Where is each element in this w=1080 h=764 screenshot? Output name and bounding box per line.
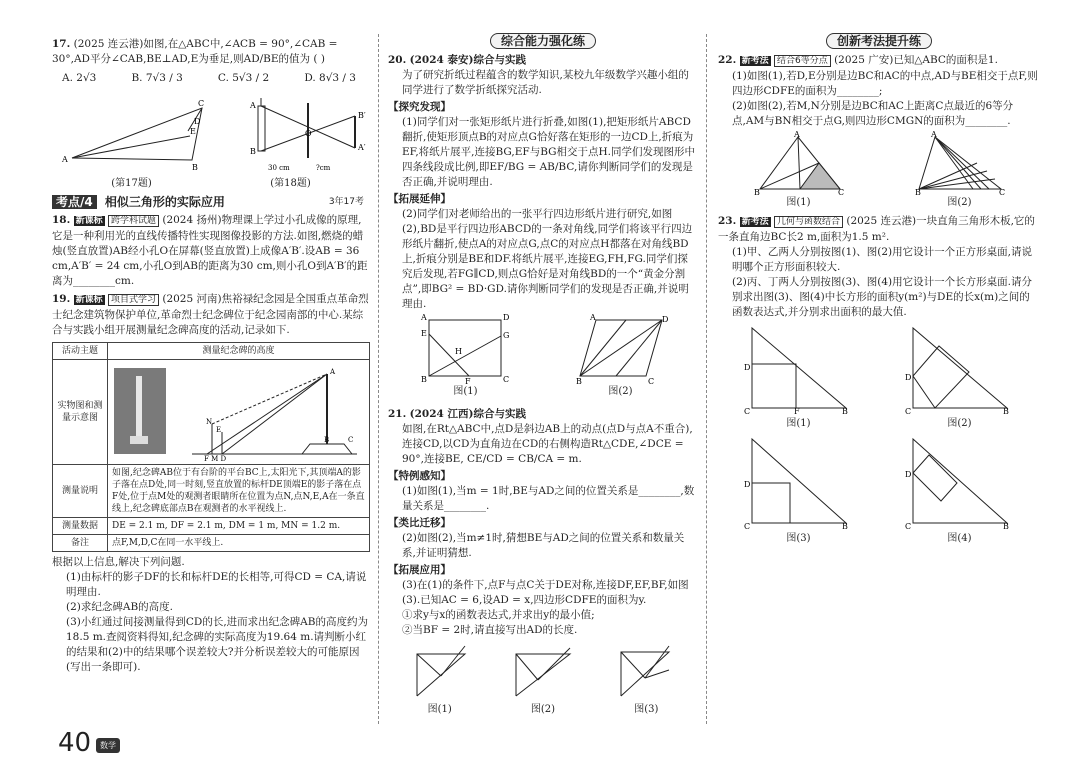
q21-s3-text: (3)在(1)的条件下,点F与点C关于DE对称,连接DF,EF,BF,如图(3).已知AC = 6,设AD = x,四边形CDFE的面积为y.	[402, 579, 689, 606]
q17-number: 17.	[52, 38, 71, 50]
q17-option-d: D. 8√3 / 3	[304, 72, 356, 84]
q23-figures-row2	[718, 435, 1040, 531]
fig18-caption: (第18题)	[270, 178, 311, 189]
figures-17-18	[52, 88, 370, 176]
fig18-left-distance: 30 cm	[268, 164, 290, 172]
q23-part1: (1)甲、乙两人分别按图(1)、图(2)用它设计一个正方形桌面,请说明哪个正方形面积较大.	[732, 246, 1032, 273]
subject-badge: 数学	[96, 738, 120, 753]
q21-figures	[388, 640, 698, 702]
q17-option-c: C. 5√3 / 2	[217, 72, 270, 84]
svg-text:B: B	[575, 377, 582, 386]
q23-captions-row1	[718, 416, 1040, 431]
divider-2	[706, 34, 707, 724]
svg-text:F: F	[793, 407, 800, 416]
q17-options	[52, 67, 370, 88]
q23-figure-4	[905, 435, 1015, 531]
svg-text:N: N	[206, 418, 213, 426]
svg-text:B: B	[192, 163, 198, 172]
section-header-label: 综合能力强化练	[490, 33, 596, 49]
section-header-innovative	[718, 34, 1040, 49]
table-h1: 活动主题	[53, 343, 108, 360]
q19-part1: (1)由标杆的影子DF的长和标杆DE的长相等,可得CD = CA,请说明理由.	[66, 571, 367, 598]
q21-figure-3	[611, 640, 681, 702]
q19-part2: (2)求纪念碑AB的高度.	[66, 601, 174, 613]
section-header-comprehensive	[388, 34, 698, 49]
q21-caption-1: 图(1)	[427, 704, 452, 715]
q20-caption-2: 图(2)	[608, 386, 633, 397]
question-21	[388, 407, 698, 422]
question-22	[718, 53, 1040, 69]
q22-number: 22.	[718, 54, 737, 66]
q20-figure-2	[576, 314, 666, 384]
q17-option-a: A. 2√3	[62, 72, 97, 84]
page-number: 40	[58, 728, 92, 758]
monument-figure	[112, 362, 362, 462]
q22-caption-1: 图(1)	[786, 197, 811, 208]
table-r3-label: 测量数据	[53, 518, 108, 535]
q23-captions-row2	[718, 531, 1040, 546]
topic-heading	[52, 195, 370, 210]
q21-figure-2	[508, 640, 578, 702]
q20-figures	[388, 314, 698, 384]
q21-s2-text: (2)如图(2),当m≠1时,猜想BE与AD之间的位置关系和数量关系,并证明猜想.	[402, 532, 685, 559]
q23-text: (2025 连云港)一块直角三角形木板,它的一条直角边BC长2 m,面积为1.5 m².	[718, 215, 1035, 243]
table-r4-label: 备注	[53, 535, 108, 552]
topic-frequency: 3年17考	[328, 197, 364, 207]
figure-18-pinhole	[250, 88, 370, 176]
svg-text:A: A	[793, 130, 800, 139]
svg-text:D: D	[743, 480, 750, 489]
q23-figure-2	[905, 324, 1015, 416]
svg-text:F M D: F M D	[204, 455, 227, 463]
q21-intro: 如图,在Rt△ABC中,点D是斜边AB上的动点(点D与点A不重合),连接CD,以CD为直角边在CD的右侧构造Rt△CDE,∠DCE = 90°,连接BE, CE/CD = CB/CA = m.	[402, 423, 693, 465]
svg-text:O: O	[305, 129, 312, 138]
svg-text:F: F	[464, 377, 471, 386]
q21-s3-part-a: ①求y与x的函数表达式,并求出y的最小值;	[402, 609, 595, 621]
q23-part2: (2)丙、丁两人分别按图(3)、图(4)用它设计一个长方形桌面.请分别求出图(3)、图(4)中长方形的面积y(m²)与DE的长x(m)之间的函数表达式,并分别求出面积的最大值.	[732, 276, 1032, 318]
svg-text:A: A	[330, 368, 336, 376]
q22-figure-1	[753, 130, 844, 197]
question-19	[52, 292, 370, 338]
svg-text:D: D	[904, 373, 911, 382]
table-r3-value: DE = 2.1 m, DF = 2.1 m, DM = 1 m, MN = 1.2 m.	[108, 518, 370, 535]
svg-text:G: G	[502, 331, 509, 340]
q19-text: (2025 河南)焦裕禄纪念园是全国重点革命烈士纪念建筑物保护单位,革命烈士纪念碑位于纪念园南部的中心.某综合与实践小组开展测量纪念碑高度的活动,记录如下.	[52, 293, 369, 336]
q23-tag: 新考法	[741, 217, 769, 227]
q21-number: 21.	[388, 408, 407, 420]
q22-caption-2: 图(2)	[947, 197, 972, 208]
q22-tag: 新考法	[741, 56, 769, 66]
svg-text:E: E	[190, 127, 196, 136]
column-left	[52, 34, 370, 675]
svg-text:C: C	[198, 99, 205, 108]
column-right	[718, 34, 1040, 546]
section-header-label-2: 创新考法提升练	[826, 33, 932, 49]
q22-part2: (2)如图(2),若M,N分别是边BC和AC上距离C点最近的6等分点,AM与BN相交于点G,则四边形CMGN的面积为________.	[732, 100, 1014, 127]
q20-s1-text: (1)同学们对一张矩形纸片进行折叠,如图(1),把矩形纸片ABCD翻折,使矩形顶点B的对应点G恰好落在矩形的一边CD上,折痕为EF,将纸片展平,连接BG,EF与BG相交于点H.同学们发现图形中四条线段成比例,即EF/BG = AB/BC,请你判断同学们的发现是否正确,并说明理由.	[402, 116, 695, 188]
fig-captions-17-18	[52, 176, 370, 191]
svg-text:C: C	[647, 377, 654, 386]
q19-after: 根据以上信息,解决下列问题.	[52, 556, 185, 568]
q20-s1-heading: 【探究发现】	[388, 101, 451, 113]
table-r2-value: 如图,纪念碑AB位于有台阶的平台BC上,太阳光下,其顶端A的影子落在点D处,同一时刻,竖直放置的标杆DE顶端E的影子落在点F处,位于点M处的观测者眼睛所在位置为点N,点N,E,A在一条直线上,纪念碑底部点B在观测者的水平视线上.	[108, 465, 370, 518]
q22-text: (2025 广安)已知△ABC的面积是1.	[834, 54, 998, 66]
svg-text:B: B	[841, 522, 848, 531]
svg-text:B: B	[841, 407, 848, 416]
svg-text:A′: A′	[358, 143, 366, 152]
q20-intro: 为了研究折纸过程蕴含的数学知识,某校九年级数学兴趣小组的同学进行了数学折纸探究活动.	[402, 69, 689, 96]
svg-text:B: B	[914, 188, 921, 197]
q23-figure-3	[744, 435, 854, 531]
svg-text:C: C	[743, 522, 750, 531]
svg-text:A: A	[62, 155, 68, 164]
q21-title: (2024 江西)综合与实践	[409, 408, 526, 420]
q22-part1: (1)如图(1),若D,E分别是边BC和AC的中点,AD与BE相交于点F,则四边形CDFE的面积为________;	[732, 70, 1038, 97]
q17-answer-paren: ( )	[313, 53, 325, 65]
q23-number: 23.	[718, 215, 737, 227]
q17-option-b: B. 7√3 / 3	[131, 72, 183, 84]
svg-text:B: B	[324, 436, 330, 444]
divider-1	[378, 34, 379, 724]
q18-text: (2024 扬州)物理课上学过小孔成像的原理,它是一种利用光的直线传播特性实现图像投影的方法.如图,燃烧的蜡烛(竖直放置)AB经小孔O在屏幕(竖直放置)上成像A′B′.设AB = 36 cm,A′B′ = 24 cm,小孔O到AB的距离为30 cm,则小孔O到A′B′的距离为________cm.	[52, 214, 368, 287]
q22-figures	[718, 130, 1040, 197]
q20-title: (2024 泰安)综合与实践	[409, 54, 526, 66]
q20-caption-1: 图(1)	[453, 386, 478, 397]
q21-s2-heading: 【类比迁移】	[388, 517, 451, 529]
figure-17-triangle	[52, 88, 205, 176]
q23-caption-3: 图(3)	[786, 533, 811, 544]
table-r4-value: 点F,M,D,C在同一水平线上.	[108, 535, 370, 552]
svg-text:E: E	[216, 426, 222, 434]
q23-figures-row1	[718, 324, 1040, 416]
q18-tag: 新课标	[75, 216, 103, 226]
topic-box: 考点/4	[52, 195, 97, 209]
svg-text:B: B	[250, 147, 256, 156]
svg-text:C: C	[904, 407, 911, 416]
q19-tag2: 项目式学习	[108, 294, 159, 306]
q23-caption-2: 图(2)	[947, 418, 972, 429]
svg-text:B: B	[1002, 407, 1009, 416]
q21-figure-1	[405, 640, 475, 702]
q22-captions	[718, 195, 1040, 210]
q21-caption-2: 图(2)	[530, 704, 556, 715]
svg-text:C: C	[904, 522, 911, 531]
q19-tag: 新课标	[75, 295, 103, 305]
svg-text:C: C	[837, 188, 844, 197]
svg-text:A: A	[250, 101, 256, 110]
fig17-caption: (第17题)	[111, 178, 152, 189]
svg-text:D: D	[194, 117, 201, 126]
q22-figure-2	[914, 130, 1005, 197]
q17-text: (2025 连云港)如图,在△ABC中,∠ACB = 90°,∠CAB = 30°,AD平分∠CAB,BE⊥AD,E为垂足,则AD/BE的值为	[52, 38, 338, 65]
question-17	[52, 37, 370, 67]
q22-tag2: 结合6等分点	[774, 55, 831, 67]
q21-captions	[388, 702, 698, 717]
svg-text:A: A	[420, 313, 427, 322]
q19-part3: (3)小红通过间接测量得到CD的长,进而求出纪念碑AB的高度约为18.5 m.查阅资料得知,纪念碑的实际高度为19.64 m.请判断小红的结果和(2)中的结果哪个误差较大?并分析误差较大的可能原因(写出一条即可).	[66, 616, 368, 673]
svg-text:B′: B′	[358, 111, 366, 120]
svg-text:C: C	[348, 436, 354, 444]
q18-number: 18.	[52, 214, 71, 226]
table-h2: 测量纪念碑的高度	[108, 343, 370, 360]
column-middle	[388, 34, 698, 717]
svg-text:D: D	[661, 315, 668, 324]
question-20	[388, 53, 698, 68]
fig18-right-distance: ?cm	[316, 164, 331, 172]
svg-text:E: E	[420, 329, 427, 338]
q21-s1-text: (1)如图(1),当m = 1时,BE与AD之间的位置关系是________,数量关系是________.	[402, 485, 695, 512]
q20-number: 20.	[388, 54, 407, 66]
q21-s3-part-b: ②当BF = 2时,请直接写出AD的长度.	[402, 624, 578, 636]
svg-text:C: C	[502, 375, 509, 384]
table-figure-cell	[108, 360, 370, 465]
q21-s3-heading: 【拓展应用】	[388, 564, 451, 576]
q18-tag2: 跨学科试题	[108, 215, 159, 227]
q21-s1-heading: 【特例感知】	[388, 470, 451, 482]
q23-caption-4: 图(4)	[947, 533, 972, 544]
measurement-table	[52, 342, 370, 552]
svg-text:C: C	[743, 407, 750, 416]
svg-text:C: C	[998, 188, 1005, 197]
question-23	[718, 214, 1040, 245]
table-r1-label: 实物图和测量示意图	[53, 360, 108, 465]
q19-number: 19.	[52, 293, 71, 305]
q20-captions	[388, 384, 698, 399]
q23-caption-1: 图(1)	[786, 418, 811, 429]
svg-text:D: D	[743, 363, 750, 372]
q20-figure-1	[421, 314, 511, 384]
svg-text:B: B	[420, 375, 427, 384]
q20-s2-text: (2)同学们对老师给出的一张平行四边形纸片进行研究,如图(2),BD是平行四边形ABCD的一条对角线,同学们将该平行四边形纸片翻折,使点A的对应点G,点C的对应点H都落在对角线BD上,折痕分别是BE和DF.将纸片展平,连接EG,FH,FG.同学们探究后发现,若FG∥CD,则点G恰好是对角线BD的一个“黄金分割点”,即BG² = BD·GD.请你判断同学们的发现是否正确,并说明理由.	[402, 208, 693, 310]
q21-caption-3: 图(3)	[634, 704, 659, 715]
topic-title: 相似三角形的实际应用	[104, 195, 225, 209]
svg-text:A: A	[930, 130, 937, 139]
table-r2-label: 测量说明	[53, 465, 108, 518]
q23-figure-1	[744, 324, 854, 416]
svg-text:H: H	[454, 347, 462, 356]
svg-text:D: D	[904, 470, 911, 479]
question-18	[52, 213, 370, 289]
q20-s2-heading: 【拓展延伸】	[388, 193, 451, 205]
svg-text:B: B	[1002, 522, 1009, 531]
svg-text:D: D	[502, 313, 509, 322]
q23-tag2: 几何与函数结合	[774, 216, 843, 228]
svg-text:A: A	[589, 313, 596, 322]
svg-text:B: B	[753, 188, 760, 197]
